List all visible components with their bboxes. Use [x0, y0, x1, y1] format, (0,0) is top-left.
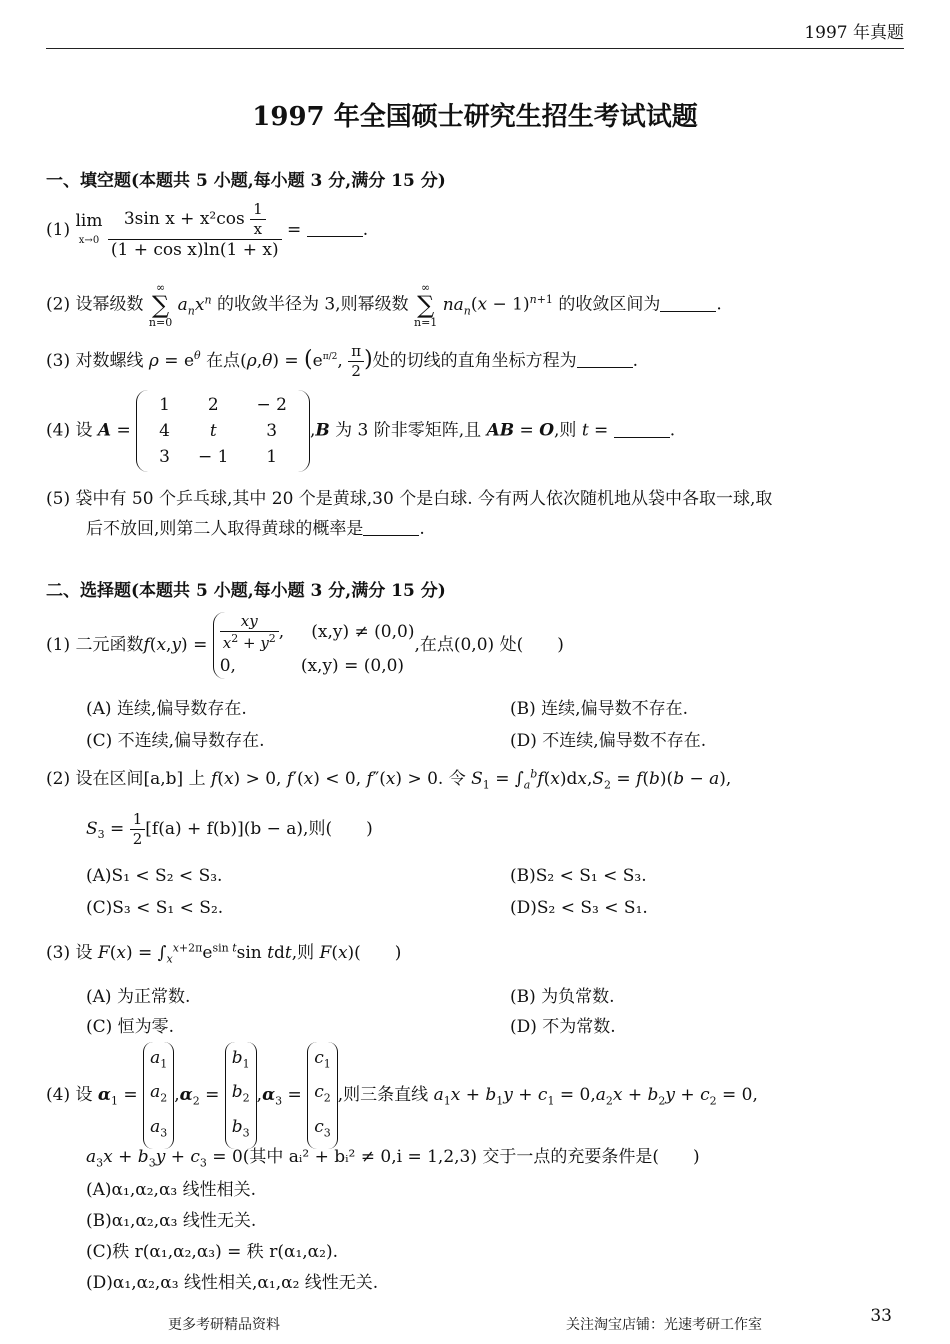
vector-c: $c_1$ $c_2$ $c_3$ — [307, 1042, 338, 1149]
q-number: (3) — [46, 943, 71, 963]
sum-symbol: ∞ ∑ n=1 — [413, 281, 438, 329]
option-C: (C) 恒为零. — [86, 1017, 175, 1037]
s2q3-text-a: 设 — [75, 943, 93, 963]
s2-q1: (1) 二元函数f(x,y) = $\frac{xy}{x^2 + y^2}$ , (x,y) ≠ (0,0) 0, (x,y) = (0,0) ,在点(0,0) 处( ) — [46, 612, 564, 679]
option-A: (A)S₁ < S₂ < S₃. — [86, 866, 223, 886]
q-number: (1) — [46, 634, 71, 655]
s2-q4: (4) 设 $\alpha_1 = a_1$ $a_2$ $a_3,\alpha_2 = b_1$ $b_2$ $b_3,\alpha_3 = c_1$ $c_2$ $c_3$,则三条直线 $a_1x + b_1y + c_1 = 0,a_2x + b_2y + c_2 = 0$, — [46, 1042, 758, 1149]
s2-q2-line2: $S_3$ = $\frac{1}{2}$ [f(a) + f(b)](b − a),则( ) — [86, 810, 373, 848]
piecewise-brace: $\frac{xy}{x^2 + y^2}$ , (x,y) ≠ (0,0) 0, (x,y) = (0,0) — [213, 612, 415, 679]
answer-blank — [307, 219, 363, 237]
q4-text-b: 为 3 阶非零矩阵,且 — [335, 420, 482, 441]
page-title: 1997 年全国硕士研究生招生考试试题 — [252, 102, 698, 132]
q5-line2: 后不放回,则第二人取得黄球的概率是 — [86, 519, 364, 539]
matrix-cell: 2 — [207, 395, 219, 415]
s2-q3: (3) 设 $F(x) = \int_x^{x+2\pi}e^{sin t}\sin$ tdt,则 F(x)( ) — [46, 941, 402, 966]
option-C: (C) 不连续,偏导数存在. — [86, 731, 265, 751]
option-B: (B)α₁,α₂,α₃ 线性无关. — [86, 1211, 257, 1231]
option-D: (D)α₁,α₂,α₃ 线性相关,α₁,α₂ 线性无关. — [86, 1273, 379, 1293]
s1-q4: (4) 设 A = 1 2 − 2 4 t 3 3 − 1 1 ,B 为 3 阶非零矩阵,且 AB = O,则 t = . — [46, 390, 675, 472]
q-number: (2) — [46, 769, 71, 789]
s1-q5-line2: 后不放回,则第二人取得黄球的概率是 . — [86, 519, 425, 539]
q2-text-b: 的收敛半径为 3,则幂级数 — [216, 294, 409, 315]
case2-value: 0, — [219, 655, 236, 676]
option-B: (B)S₂ < S₁ < S₃. — [510, 866, 647, 886]
section2-heading: 二、选择题(本题共 5 小题,每小题 3 分,满分 15 分) — [46, 581, 446, 601]
q-number: (4) — [46, 1085, 71, 1106]
s1-q5 — [46, 484, 772, 509]
option-A: (A) 连续,偏导数存在. — [86, 699, 247, 719]
matrix-cell: − 1 — [198, 447, 229, 467]
matrix-cell: 3 — [159, 447, 170, 467]
footer-left: 更多考研精品资料 — [168, 1317, 280, 1333]
option-B: (B) 连续,偏导数不存在. — [510, 699, 688, 719]
footer-right: 关注淘宝店铺：光速考研工作室 — [566, 1317, 762, 1333]
option-C: (C)S₃ < S₁ < S₂. — [86, 898, 224, 918]
case2-condition: (x,y) = (0,0) — [300, 655, 405, 676]
answer-blank — [614, 420, 670, 438]
s2-q4-line2: $a_3x + b_3y + c_3 = 0$(其中 aᵢ² + bᵢ² ≠ 0,i = 1,2,3) 交于一点的充要条件是( ) — [86, 1147, 700, 1170]
answer-blank — [363, 518, 419, 536]
matrix-cell: t — [209, 421, 217, 441]
limit-fraction — [108, 200, 282, 261]
matrix-cell: 1 — [266, 447, 278, 467]
s2q3-text-b: ,则 — [291, 943, 315, 963]
q2-text-a: 设幂级数 — [75, 294, 144, 315]
vector-a: $a_1$ $a_2$ $a_3$ — [143, 1042, 174, 1149]
s3-definition: [f(a) + f(b)](b − a),则( ) — [145, 818, 373, 839]
q-number: (3) — [46, 350, 71, 371]
q4-text-a: 设 — [75, 420, 93, 441]
section1-heading: 一、填空题(本题共 5 小题,每小题 3 分,满分 15 分) — [46, 171, 446, 191]
running-header: 1997 年真题 — [804, 23, 904, 43]
limit-denominator: (1 + cos x)ln(1 + x) — [110, 239, 279, 260]
s2q2-text-a: 设在区间[a,b] 上 — [75, 769, 206, 789]
s1-q1: (1) lim x→0 3sin x + x²cos $\frac{1}{x}$ (1 + cos x)ln(1 + x) = . — [46, 200, 369, 260]
vector-b: $b_1$ $b_2$ $b_3$ — [225, 1042, 257, 1149]
q5-line1: 袋中有 50 个乒乓球,其中 20 个是黄球,30 个是白球. 今有两人依次随机地从袋中各取一球,取 — [75, 489, 773, 509]
q3-text-a: 对数螺线 — [75, 350, 144, 371]
s1-q2: (2) 设幂级数 ∞ ∑ n=0 $a_nx^n$ 的收敛半径为 3,则幂级数 ∞ ∑ n=1 $na_n(x - 1)^{n+1}$ 的收敛区间为 . — [46, 281, 722, 329]
limit-numerator: 3sin x + x²cos — [123, 208, 245, 229]
lim-subscript: x→0 — [78, 235, 100, 247]
option-A: (A)α₁,α₂,α₃ 线性相关. — [86, 1180, 257, 1200]
q-number: (4) — [46, 420, 71, 441]
header-rule — [46, 48, 904, 49]
s2-q2: (2) 设在区间[a,b] 上 f(x) > 0, f′(x) < 0, f″(x) > 0. 令 $S_1 = \int_a^bf(x)dx,S_2 = f(b)(b - a)$, — [46, 767, 732, 792]
s2q1-text-a: 二元函数 — [75, 634, 144, 655]
option-D: (D) 不连续,偏导数不存在. — [510, 731, 707, 751]
matrix-cell: − 2 — [256, 395, 287, 415]
option-D: (D)S₂ < S₃ < S₁. — [510, 898, 648, 918]
equals: = — [287, 219, 302, 240]
q-number: (1) — [46, 219, 71, 240]
page-number: 33 — [870, 1306, 892, 1326]
q4-text-c: ,则 — [554, 420, 577, 441]
matrix-A — [136, 390, 310, 472]
inner-frac-numerator: 1 — [250, 200, 266, 220]
case1-condition: (x,y) ≠ (0,0) — [311, 621, 415, 642]
s2q4-text-b: ,则三条直线 — [337, 1085, 429, 1106]
q-number: (5) — [46, 489, 71, 509]
option-A: (A) 为正常数. — [86, 987, 191, 1007]
lim-label: lim — [75, 211, 103, 232]
s2q1-text-b: 在点(0,0) 处( ) — [419, 634, 564, 655]
matrix-cell: 1 — [159, 395, 170, 415]
option-D: (D) 不为常数. — [510, 1017, 616, 1037]
answer-blank — [660, 294, 716, 312]
option-B: (B) 为负常数. — [510, 987, 615, 1007]
q3-text-b: 在点 — [206, 350, 241, 371]
sum-symbol: ∞ ∑ n=0 — [148, 281, 173, 329]
matrix-cell: 3 — [266, 421, 278, 441]
q3-text-c: 处的切线的直角坐标方程为 — [372, 350, 577, 371]
q-number: (2) — [46, 294, 71, 315]
matrix-cell: 4 — [159, 421, 170, 441]
q2-text-c: 的收敛区间为 — [558, 294, 661, 315]
s2q4-line2: (其中 aᵢ² + bᵢ² ≠ 0,i = 1,2,3) 交于一点的充要条件是( ) — [242, 1147, 700, 1167]
s2q4-text-a: 设 — [75, 1085, 93, 1106]
answer-blank — [577, 350, 633, 368]
option-C: (C)秩 r(α₁,α₂,α₃) = 秩 r(α₁,α₂). — [86, 1242, 339, 1262]
s1-q3: (3) 对数螺线 $\rho = e^\theta$ 在点$(\rho,\theta) = (e^{\pi/2}$, $\frac{\pi}{2}$ )处的切线的直角坐标方程为 . — [46, 342, 639, 380]
inner-frac-denominator: x — [253, 219, 263, 238]
